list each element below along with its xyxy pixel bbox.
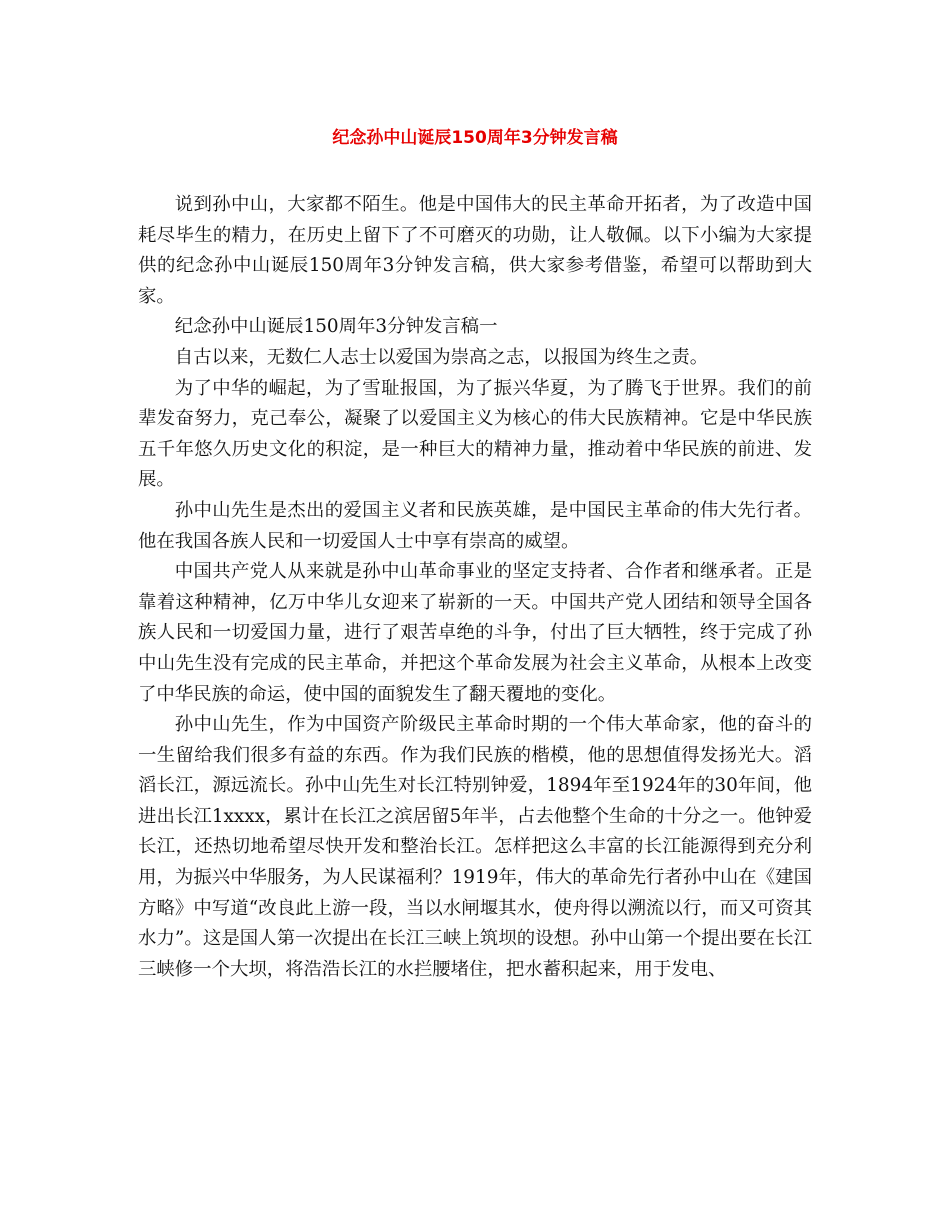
document-body [138, 190, 812, 985]
body-paragraph: 孙中山先生是杰出的爱国主义者和民族英雄，是中国民主革命的伟大先行者。他在我国各族人民和一切爱国人士中享有崇高的威望。 [138, 499, 812, 552]
section-heading: 纪念孙中山诞辰150周年3分钟发言稿一 [174, 316, 498, 338]
document-title: 纪念孙中山诞辰150周年3分钟发言稿 [332, 128, 618, 148]
intro-paragraph: 说到孙中山，大家都不陌生。他是中国伟大的民主革命开拓者，为了改造中国耗尽毕生的精力，在历史上留下了不可磨灭的功勋，让人敬佩。以下小编为大家提供的纪念孙中山诞辰150周年3分钟发言稿，供大家参考借鉴，希望可以帮助到大家。 [138, 194, 812, 307]
body-paragraph: 为了中华的崛起，为了雪耻报国，为了振兴华夏，为了腾飞于世界。我们的前辈发奋努力，克己奉公，凝聚了以爱国主义为核心的伟大民族精神。它是中华民族五千年悠久历史文化的积淀，是一种巨大的精神力量，推动着中华民族的前进、发展。 [138, 377, 812, 491]
body-paragraph: 孙中山先生，作为中国资产阶级民主革命时期的一个伟大革命家，他的奋斗的一生留给我们很多有益的东西。作为我们民族的楷模，他的思想值得发扬光大。滔滔长江，源远流长。孙中山先生对长江特别钟爱，1894年至1924年的30年间，他进出长江1xxxx，累计在长江之滨居留5年半，占去他整个生命的十分之一。他钟爱长江，还热切地希望尽快开发和整治长江。怎样把这么丰富的长江能源得到充分利用，为振兴中华服务，为人民谋福利？1919年，伟大的革命先行者孙中山在《建国方略》中写道“改良此上游一段，当以水闸堰其水，使舟得以溯流以行，而又可资其水力”。这是国人第一次提出在长江三峡上筑坝的设想。孙中山第一个提出要在长江三峡修一个大坝，将浩浩长江的水拦腰堵住，把水蓄积起来，用于发电、 [138, 714, 812, 980]
body-paragraph: 中国共产党人从来就是孙中山革命事业的坚定支持者、合作者和继承者。正是靠着这种精神，亿万中华儿女迎来了崭新的一天。中国共产党人团结和领导全国各族人民和一切爱国力量，进行了艰苦卓绝的斗争，付出了巨大牺牲，终于完成了孙中山先生没有完成的民主革命，并把这个革命发展为社会主义革命，从根本上改变了中华民族的命运，使中国的面貌发生了翻天覆地的变化。 [138, 561, 812, 705]
body-paragraph: 自古以来，无数仁人志士以爱国为崇高之志，以报国为终生之责。 [174, 346, 709, 368]
